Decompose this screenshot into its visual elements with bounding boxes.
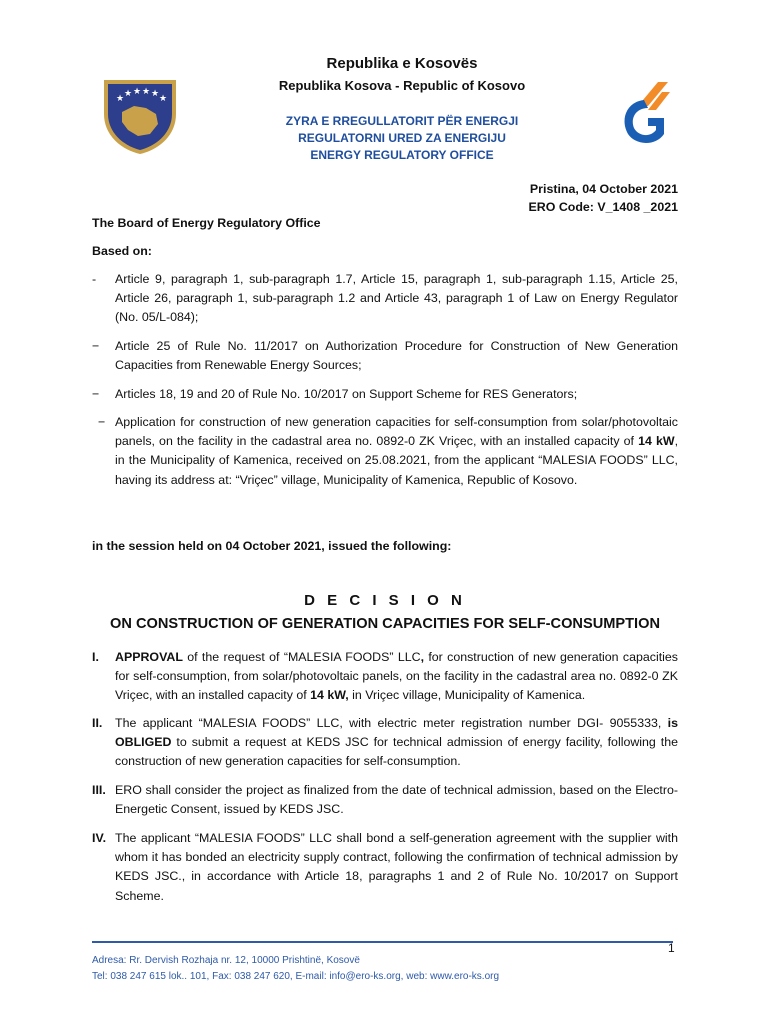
bullet-symbol: - (92, 272, 97, 286)
footer-divider (92, 941, 673, 943)
decision-item (92, 714, 678, 772)
text-segment: Application for construction of new generation capacities for self-consumption from solar/photovoltaic panels, on the facility in the cadastral area no. 0892-0 ZK Vriçec, with an installed capacity of (115, 415, 678, 449)
office-name-en: ENERGY REGULATORY OFFICE (310, 148, 494, 162)
page-number: 1 (668, 941, 675, 955)
decision-subtitle: ON CONSTRUCTION OF GENERATION CAPACITIES FOR SELF-CONSUMPTION (110, 616, 660, 632)
text-segment: is OBLIGED (115, 716, 678, 750)
item-text: ERO shall consider the project as finalized from the date of technical admission, based on the Electro-Energetic Consent, issued by KEDS JSC. (115, 783, 678, 817)
svg-text:★: ★ (133, 87, 142, 97)
item-number: II. (92, 716, 103, 730)
ero-code: ERO Code: V_1408 _2021 (528, 200, 678, 214)
decision-item (92, 781, 678, 819)
text-segment: , in the Municipality of Kamenica, received on 25.08.2021, from the applicant “MALESIA FOODS” LLC, having its address at: “Vriçec” village, Municipality of Kamenica, Republic of Kosovo. (115, 434, 679, 487)
header-title: Republika e Kosovës (326, 55, 478, 72)
decision-item (92, 829, 678, 906)
item-number: I. (92, 650, 99, 664)
place-date: Pristina, 04 October 2021 (529, 182, 678, 196)
text-segment: for construction of new generation capacities for self-consumption, from solar/photovoltaic panels, on the facility in the cadastral area no. 0892-0 ZK Vriçec, with an installed capacity of (115, 650, 678, 703)
bullet-symbol: − (92, 339, 100, 353)
legal-basis-text: Article 9, paragraph 1, sub-paragraph 1.7, Article 15, paragraph 1, sub-paragraph 1.15, Article 25, Article 26, paragraph 1, sub-paragraph 1.2 and Article 43, paragraph 1 of Law on Energy Regulator (No. 05/L-084); (115, 272, 678, 325)
footer-contact: Tel: 038 247 615 lok.. 101, Fax: 038 247 620, E-mail: info@ero-ks.org, web: www.ero-ks.org (92, 971, 500, 982)
bullet-symbol: − (98, 415, 106, 429)
text-segment: , (420, 650, 425, 664)
svg-text:★: ★ (142, 87, 151, 97)
item-text (115, 714, 678, 772)
svg-text:★: ★ (124, 89, 133, 99)
svg-text:★: ★ (116, 94, 125, 104)
legal-basis-text: Articles 18, 19 and 20 of Rule No. 10/2017 on Support Scheme for RES Generators; (115, 387, 578, 401)
legal-basis-item (92, 270, 678, 328)
legal-basis-item (98, 413, 678, 490)
session-statement: in the session held on 04 October 2021, issued the following: (92, 539, 452, 553)
legal-basis-item (92, 337, 678, 375)
text-segment: APPROVAL (115, 650, 183, 664)
decision-title: D E C I S I O N (304, 592, 466, 609)
board-name: The Board of Energy Regulatory Office (92, 216, 321, 230)
footer-address: Adresa: Rr. Dervish Rozhaja nr. 12, 10000 Prishtinë, Kosovë (92, 955, 360, 966)
text-segment: to submit a request at KEDS JSC for technical admission of energy facility, following the construction of new generation capacities for self-consumption. (115, 735, 678, 769)
legal-basis-text (115, 413, 678, 490)
kosovo-emblem (100, 76, 180, 156)
capacity-value: 14 kW, (310, 688, 349, 703)
svg-text:★: ★ (151, 89, 160, 99)
text-segment: of the request of “MALESIA FOODS” LLC (182, 650, 421, 664)
svg-text:★: ★ (159, 94, 168, 104)
legal-basis-text: Article 25 of Rule No. 11/2017 on Authorization Procedure for Construction of New Generation Capacities from Renewable Energy Sources; (115, 339, 678, 373)
capacity-value: 14 kW (638, 434, 675, 449)
item-text (115, 648, 678, 706)
header-subtitle: Republika Kosova - Republic of Kosovo (278, 78, 526, 93)
text-segment: The applicant “MALESIA FOODS” LLC, with electric meter registration number DGI- 9055333, (115, 716, 668, 730)
legal-basis-item (92, 385, 678, 404)
decision-item (92, 648, 678, 706)
item-number: III. (92, 783, 106, 797)
based-on-label: Based on: (92, 244, 152, 258)
ero-logo (618, 80, 670, 148)
office-name-sr: REGULATORNI URED ZA ENERGIJU (298, 131, 506, 145)
text-segment: in Vriçec village, Municipality of Kamenica. (348, 688, 586, 703)
office-name-sq: ZYRA E RREGULLATORIT PËR ENERGJI (285, 114, 519, 128)
item-text: The applicant “MALESIA FOODS” LLC shall bond a self-generation agreement with the supplier with whom it has bonded an electricity supply contract, following the confirmation of technical admission by KEDS JSC., in accordance with Article 18, paragraphs 1 and 2 of Rule No. 10/2017 on Support Scheme. (115, 831, 678, 903)
item-number: IV. (92, 831, 107, 845)
bullet-symbol: − (92, 387, 100, 401)
